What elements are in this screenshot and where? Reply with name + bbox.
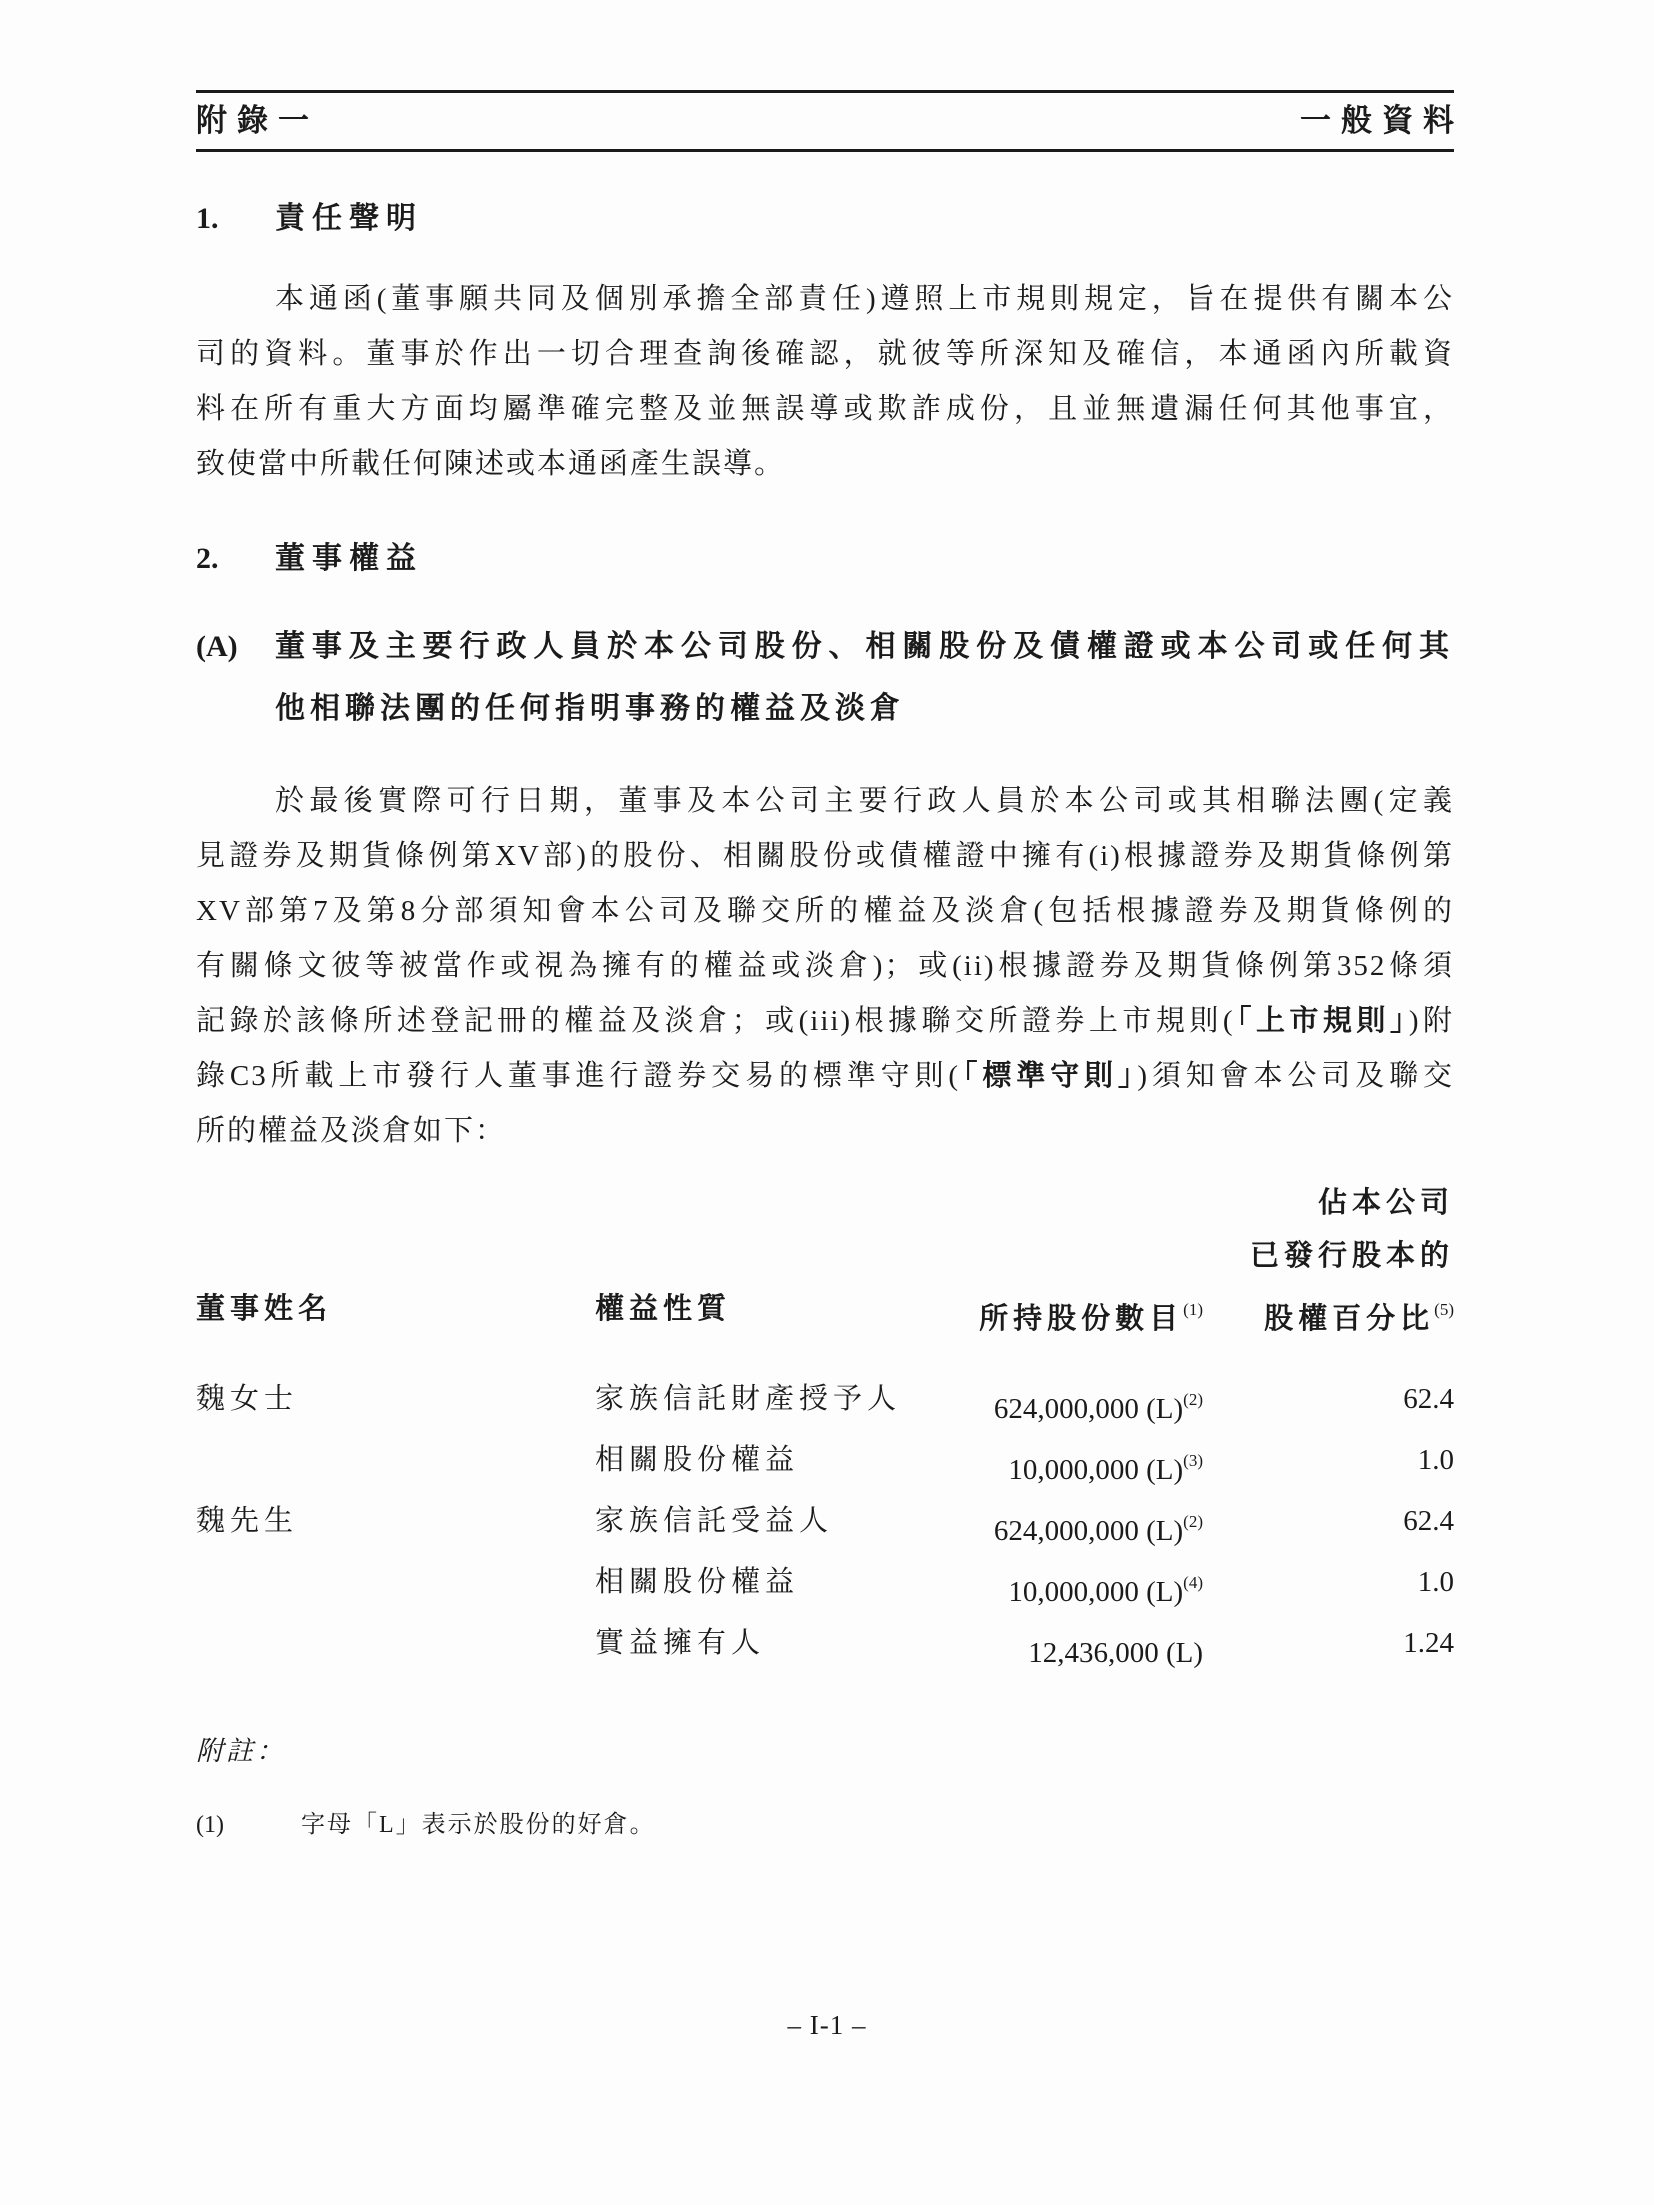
paragraph-line — [196, 1049, 1454, 1104]
nature-cell: 實益擁有人 — [595, 1627, 766, 1659]
table-header-row-1 — [196, 1177, 1454, 1230]
col-header-number-of-shares: 所持股份數目$^{(1)}$ — [979, 1300, 1203, 1335]
responsibility-statement-paragraph — [196, 272, 1454, 492]
paragraph-line: 於最後實際可行日期，董事及本公司主要行政人員於本公司或其相聯法團(定義 — [275, 785, 1454, 817]
interests-table — [196, 1177, 1454, 1679]
director-name-cell — [196, 1618, 595, 1679]
paragraph-line: 本通函(董事願共同及個別承擔全部責任)遵照上市規則規定，旨在提供有關本公 — [275, 283, 1454, 315]
note-number: (1) — [196, 1812, 224, 1838]
table-header-row-3 — [196, 1283, 1454, 1346]
page-number: – I-1 – — [787, 2010, 867, 2040]
paragraph-line: 司的資料。董事於作出一切合理查詢後確認，就彼等所深知及確信，本通函內所載資 — [196, 338, 1454, 370]
note-text: 字母「L」表示於股份的好倉。 — [301, 1812, 656, 1838]
footnote-ref: (5) — [1434, 1300, 1454, 1319]
nature-cell: 相關股份權益 — [595, 1566, 800, 1598]
defined-term-model-code: 「標準守則」 — [960, 1060, 1138, 1092]
paragraph-line: 見證券及期貨條例第XV部)的股份、相關股份或債權證中擁有(i)根據證券及期貨條例第 — [196, 840, 1454, 872]
footnote-ref: (3) — [1183, 1451, 1203, 1470]
director-name-cell: 魏先生 — [196, 1505, 299, 1537]
note-item-1 — [196, 1810, 1454, 1840]
line-segment: )附 — [1408, 1005, 1454, 1037]
pct-cell: 1.24 — [1403, 1627, 1454, 1659]
table-row — [196, 1618, 1454, 1679]
table-row — [196, 1374, 1454, 1435]
director-name-cell — [196, 1557, 595, 1618]
nature-cell: 相關股份權益 — [595, 1444, 800, 1476]
paragraph-line: 所的權益及淡倉如下： — [196, 1115, 507, 1147]
pct-cell: 62.4 — [1403, 1505, 1454, 1537]
running-head-title: 一般資料 — [1300, 103, 1464, 138]
nature-cell: 家族信託財產授予人 — [595, 1383, 902, 1415]
paragraph-line: 致使當中所載任何陳述或本通函產生誤導。 — [196, 448, 786, 480]
section-1-title: 責任聲明 — [275, 202, 423, 235]
heading-line: 董事及主要行政人員於本公司股份、相關股份及債權證或本公司或任何其 — [275, 630, 1454, 663]
paragraph-line: 料在所有重大方面均屬準確完整及並無誤導或欺詐成份，且並無遺漏任何其他事宜， — [196, 393, 1454, 425]
running-head — [196, 90, 1464, 152]
table-row — [196, 1435, 1454, 1496]
col-header-nature-of-interest: 權益性質 — [595, 1293, 732, 1325]
shares-cell: 624,000,000 $(L)^{(2)}$ — [993, 1390, 1203, 1425]
footnote-ref: (1) — [1183, 1300, 1203, 1319]
table-body — [196, 1374, 1454, 1679]
section-2a-label: (A) — [196, 630, 238, 663]
pct-cell: 1.0 — [1417, 1566, 1454, 1598]
section-2a-title — [275, 616, 1454, 740]
table-row — [196, 1557, 1454, 1618]
paragraph-line: XV部第7及第8分部須知會本公司及聯交所的權益及淡倉(包括根據證券及期貨條例的 — [196, 895, 1454, 927]
pct-cell: 1.0 — [1417, 1444, 1454, 1476]
shares-cell: 624,000,000 $(L)^{(2)}$ — [993, 1512, 1203, 1547]
footnote-ref: (2) — [1183, 1390, 1203, 1409]
pct-cell: 62.4 — [1403, 1383, 1454, 1415]
shares-cell: 10,000,000 $(L)^{(3)}$ — [1008, 1451, 1203, 1486]
paragraph-line: 有關條文彼等被當作或視為擁有的權益或淡倉)；或(ii)根據證券及期貨條例第352條須 — [196, 950, 1454, 982]
line-segment: 錄C3所載上市發行人董事進行證券交易的標準守則( — [196, 1060, 961, 1092]
shares-cell: 12,436,000 (L) — [1028, 1637, 1203, 1669]
nature-cell: 家族信託受益人 — [595, 1505, 834, 1537]
section-2-number: 2. — [196, 542, 219, 575]
notes-heading: 附註： — [196, 1736, 286, 1766]
page-content — [196, 90, 1464, 1840]
director-name-cell: 魏女士 — [196, 1383, 299, 1415]
section-2-heading — [196, 540, 1454, 578]
shares-cell: 10,000,000 $(L)^{(4)}$ — [1008, 1573, 1203, 1608]
line-segment: )須知會本公司及聯交 — [1137, 1060, 1454, 1092]
col-header-shareholding-pct: 股權百分比$^{(5)}$ — [1264, 1300, 1454, 1335]
footnote-ref: (4) — [1183, 1573, 1203, 1592]
pct-header-line-2: 已發行股本的 — [1249, 1240, 1454, 1272]
table-row — [196, 1496, 1454, 1557]
directors-interests-paragraph — [196, 774, 1454, 1159]
pct-header-line-1: 佔本公司 — [1317, 1187, 1454, 1219]
footnote-ref: (2) — [1183, 1512, 1203, 1531]
section-1-heading — [196, 200, 1454, 238]
section-2-title: 董事權益 — [275, 542, 423, 575]
line-segment: 記錄於該條所述登記冊的權益及淡倉；或(iii)根據聯交所證券上市規則( — [196, 1005, 1235, 1037]
paragraph-line — [196, 994, 1454, 1049]
section-2a-heading — [196, 616, 1454, 740]
table-header-row-2 — [196, 1230, 1454, 1283]
appendix-label: 附錄一 — [196, 103, 319, 138]
section-1-number: 1. — [196, 202, 219, 235]
director-name-cell — [196, 1435, 595, 1496]
defined-term-listing-rules: 「上市規則」 — [1234, 1005, 1409, 1037]
col-header-director-name: 董事姓名 — [196, 1293, 333, 1325]
heading-line: 他相聯法團的任何指明事務的權益及淡倉 — [275, 692, 905, 725]
